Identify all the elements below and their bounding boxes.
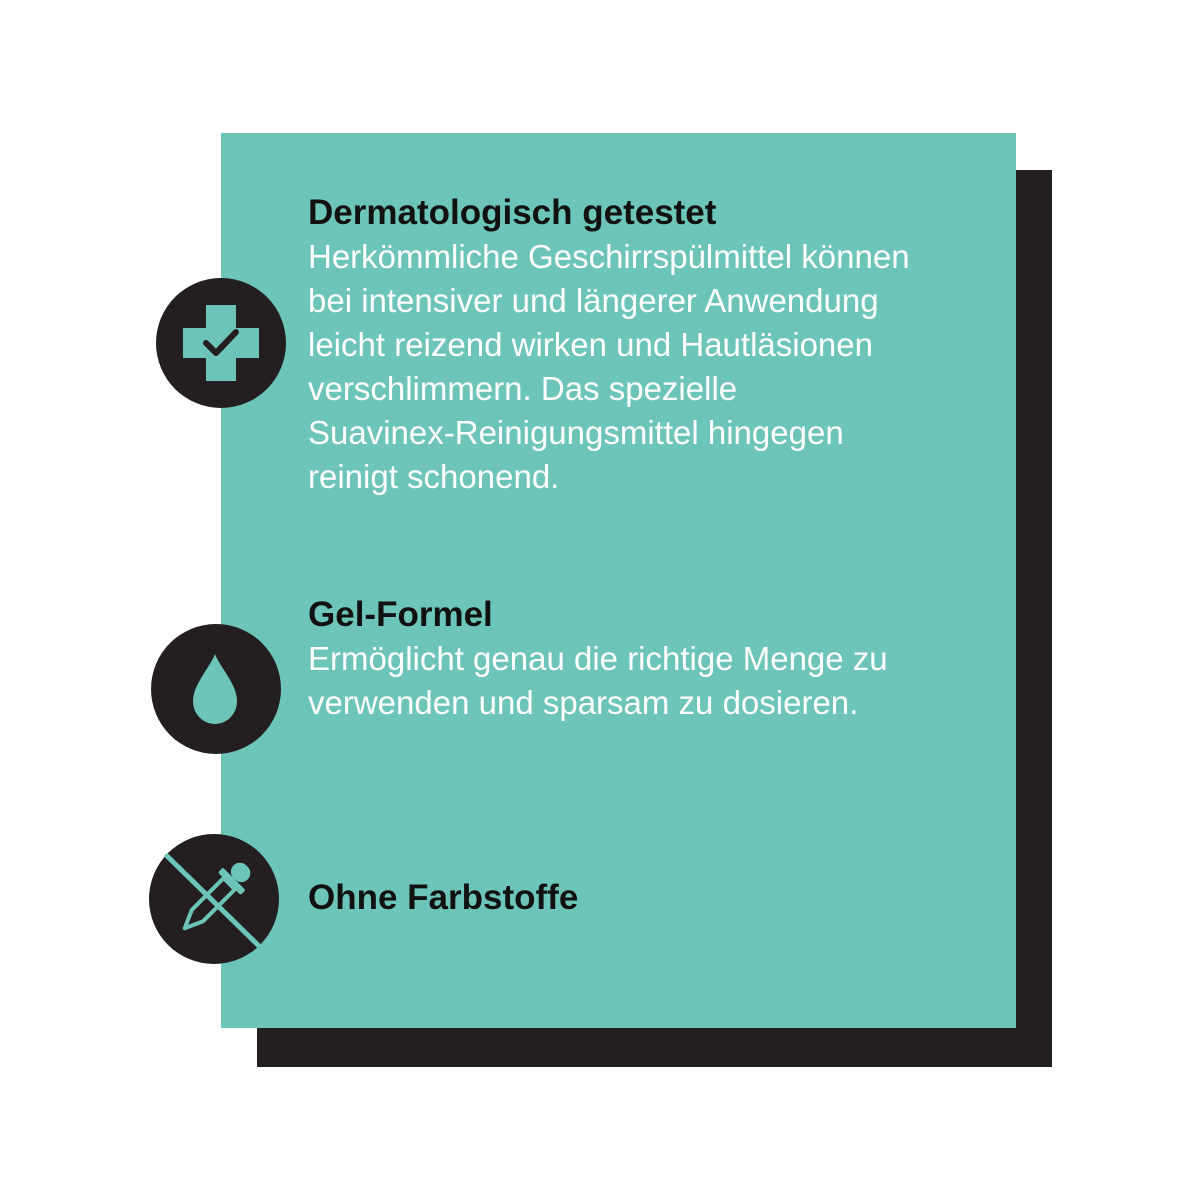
feature-no-dyes [308,876,1018,920]
feature-gel-formula [308,593,1018,725]
feature-dermatologically-tested [308,191,1018,499]
no-dye-dropper-icon [149,834,279,964]
feature-title: Ohne Farbstoffe [308,878,579,917]
feature-description: Ermöglicht genau die richtige Menge zu verwenden und sparsam zu dosieren. [308,640,888,721]
water-drop-icon [151,624,281,754]
feature-description: Herkömmliche Geschirrspülmittel können bei intensiver und längerer Anwendung leicht reizend wirken und Hautläsionen verschlimmern. Das spezielle Suavinex-Reinigungsmittel hingegen reinigt schonend. [308,238,910,495]
feature-title: Gel-Formel [308,595,493,634]
feature-title: Dermatologisch getestet [308,193,717,232]
medical-cross-check-icon [156,278,286,408]
